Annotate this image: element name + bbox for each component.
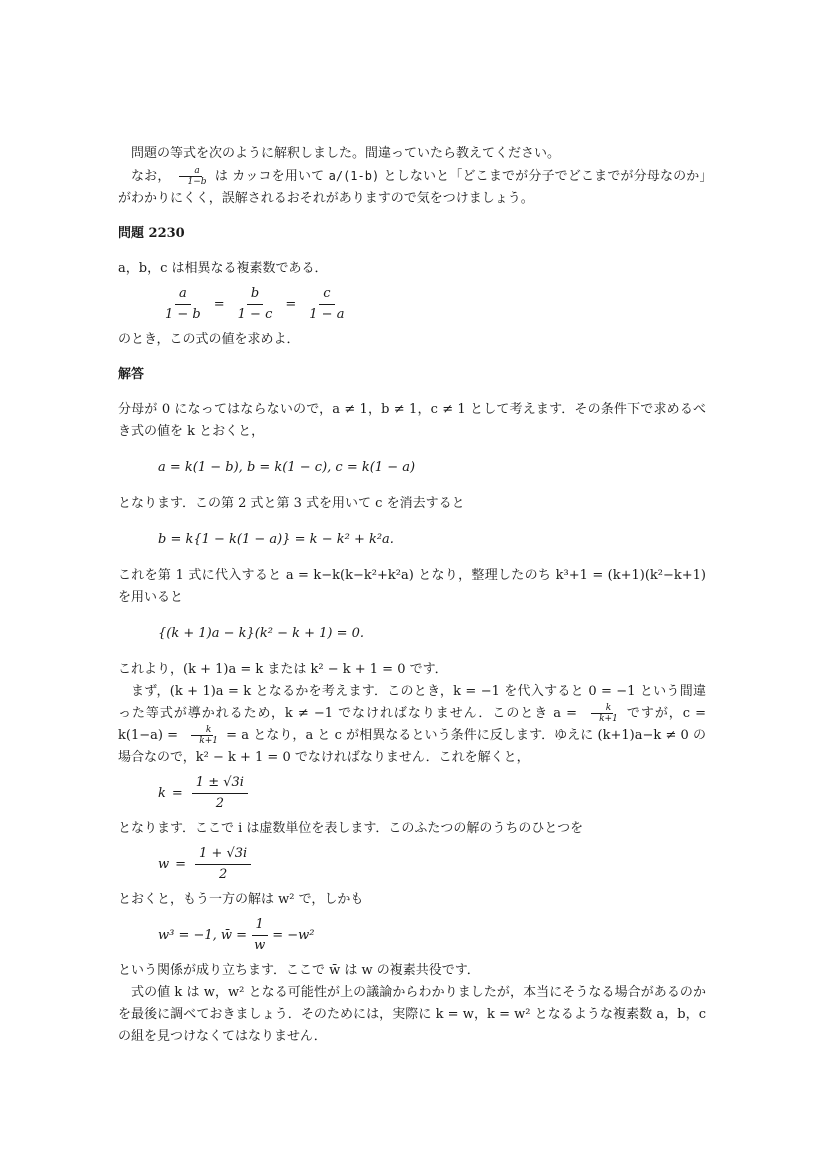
problem-statement: a，b，c は相異なる複素数である．	[118, 261, 328, 276]
equation-5: w = $\frac{1 + √3i}{2}$	[158, 846, 706, 883]
equation-1: a = k(1 − b), b = k(1 − c), c = k(1 − a)	[158, 460, 416, 475]
solution-paragraph-4: これより，(k + 1)a = k または k² − k + 1 = 0 です．	[118, 662, 448, 677]
intro-line-2: なお， $\frac{a}{1-b}$ は カッコを用いて a/(1-b) としないと「どこまでが分子でどこまでが分母なのか」がわかりにくく，誤解されるおそれがありますので気をつけましょう。	[118, 166, 706, 206]
fraction-2: $\frac{b}{1 - c}$	[237, 286, 273, 322]
solution-paragraph-2: となります．この第 2 式と第 3 式を用いて c を消去すると	[118, 496, 465, 511]
problem-equation: $\frac{a}{1 - b}$ = $\frac{b}{1 - c}$ = $\frac{c}{1 - a}$	[158, 286, 706, 323]
equation-6: w³ = −1, w̄ = $\frac{1}{w}$ = −w²	[158, 917, 315, 953]
problem-heading: 問題 2230	[118, 226, 185, 241]
solution-paragraph-1: 分母が 0 になってはならないので，a ≠ 1，b ≠ 1，c ≠ 1 として考えます．その条件下で求めるべき式の値を k とおくと，	[118, 402, 706, 439]
problem-ask: のとき，この式の値を求めよ．	[118, 332, 300, 347]
inline-fraction: $\frac{a}{1-b}$	[173, 166, 209, 187]
fraction-3: $\frac{c}{1 - a}$	[309, 286, 345, 322]
solution-paragraph-9: 式の値 k は w，w² となる可能性が上の議論からわかりましたが，本当にそうなる場合があるのかを最後に調べておきましょう．そのためには，実際に k = w，k = w² となるような複素数 a，b，c の組を見つけなくてはなりません．	[118, 985, 706, 1044]
equation-3: {(k + 1)a − k}(k² − k + 1) = 0.	[158, 626, 365, 641]
document-page	[118, 143, 706, 1048]
solution-paragraph-5: まず，(k + 1)a = k となるかを考えます．このとき，k = −1 を代入すると 0 = −1 という間違った等式が導かれるため，k ≠ −1 でなければなりません．このとき a = $\frac{k}{k+1}$ ですが，c = k(1−a) = $\frac{k}{k+1}$ = a となり，a と c が相異なるという条件に反します．ゆえに (k+1)a−k ≠ 0 の場合なので，k² − k + 1 = 0 でなければなりません．これを解くと，	[118, 684, 707, 765]
solution-heading: 解答	[118, 367, 145, 382]
equation-4: k = $\frac{1 \pm √3i}{2}$	[158, 775, 706, 812]
equation-2: b = k{1 − k(1 − a)} = k − k² + k²a.	[158, 532, 394, 547]
fraction-1: $\frac{a}{1 - b}$	[165, 286, 201, 322]
solution-paragraph-8: という関係が成り立ちます．ここで w̄ は w の複素共役です．	[118, 963, 480, 978]
solution-paragraph-6: となります．ここで i は虚数単位を表します．このふたつの解のうちのひとつを	[118, 821, 584, 836]
inline-code: a/(1-b)	[328, 169, 380, 183]
solution-paragraph-3: これを第 1 式に代入すると a = k−k(k−k²+k²a) となり，整理したのち k³+1 = (k+1)(k²−k+1) を用いると	[118, 568, 706, 605]
solution-paragraph-7: とおくと，もう一方の解は w² で，しかも	[118, 892, 364, 907]
intro-line-1: 問題の等式を次のように解釈しました。間違っていたら教えてください。	[131, 146, 561, 161]
